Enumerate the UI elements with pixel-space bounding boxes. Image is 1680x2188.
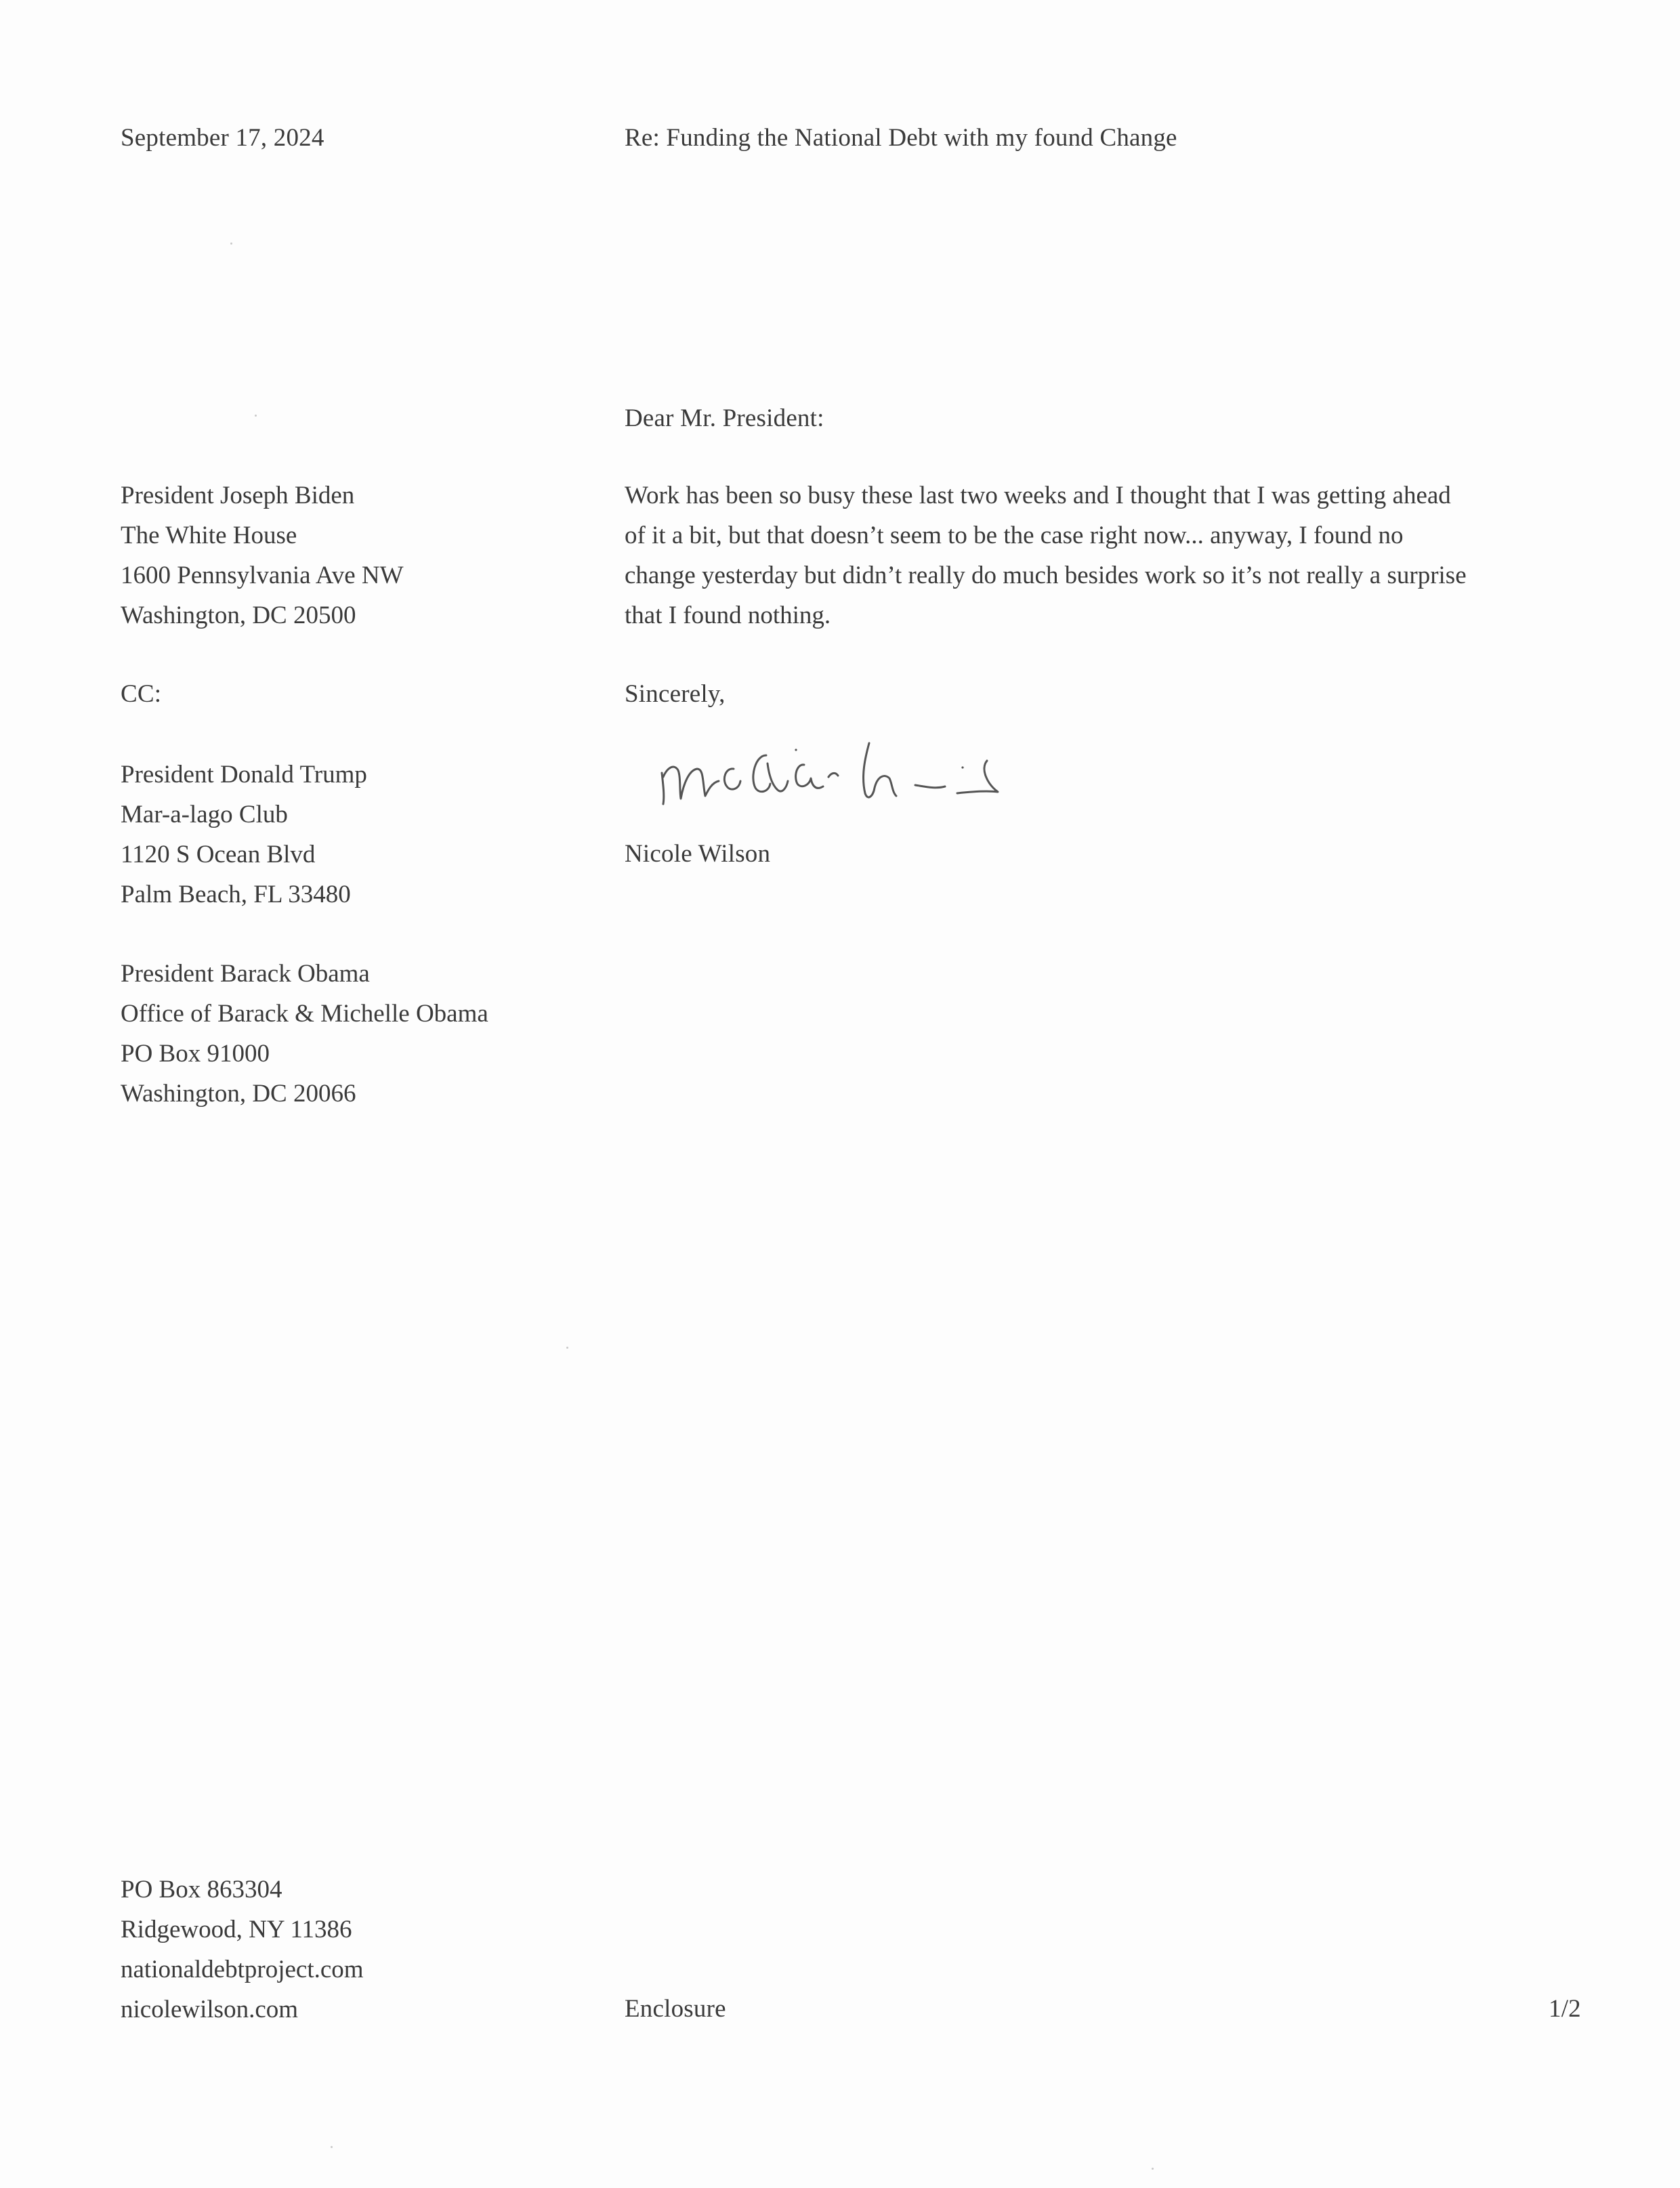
body-line: that I found nothing. bbox=[625, 602, 831, 629]
address-line: 1120 S Ocean Blvd bbox=[121, 841, 316, 868]
address-line: President Joseph Biden bbox=[121, 482, 355, 509]
paper-speck bbox=[230, 243, 232, 245]
sender-website-link[interactable]: nicolewilson.com bbox=[121, 1996, 299, 2023]
sender-line: PO Box 863304 bbox=[121, 1876, 282, 1903]
address-line: President Barack Obama bbox=[121, 960, 370, 988]
address-line: President Donald Trump bbox=[121, 761, 367, 788]
body-paragraph bbox=[625, 476, 1587, 635]
letter-date: September 17, 2024 bbox=[121, 124, 324, 152]
address-line: Washington, DC 20066 bbox=[121, 1080, 356, 1108]
cc-address-2 bbox=[121, 954, 488, 1114]
address-line: 1600 Pennsylvania Ave NW bbox=[121, 562, 404, 589]
paper-speck bbox=[331, 2146, 333, 2148]
body-line: Work has been so busy these last two weeks and I thought that I was getting ahead bbox=[625, 482, 1451, 509]
cc-address-1 bbox=[121, 755, 367, 914]
signer-name: Nicole Wilson bbox=[625, 840, 771, 868]
sender-line: Ridgewood, NY 11386 bbox=[121, 1916, 352, 1943]
body-line: of it a bit, but that doesn’t seem to be the case right now... anyway, I found no bbox=[625, 522, 1404, 549]
page-number: 1/2 bbox=[1549, 1995, 1581, 2023]
body-line: change yesterday but didn’t really do much besides work so it’s not really a surprise bbox=[625, 562, 1467, 589]
sender-website-link[interactable]: nationaldebtproject.com bbox=[121, 1956, 364, 1983]
subject-line: Re: Funding the National Debt with my found Change bbox=[625, 124, 1177, 152]
salutation: Dear Mr. President: bbox=[625, 404, 824, 432]
paper-speck bbox=[1152, 2168, 1154, 2170]
address-line: Office of Barack & Michelle Obama bbox=[121, 1000, 488, 1028]
address-line: Mar-a-lago Club bbox=[121, 801, 288, 828]
paper-speck bbox=[255, 415, 257, 417]
paper-speck bbox=[566, 1347, 568, 1349]
address-line: Palm Beach, FL 33480 bbox=[121, 881, 351, 908]
address-line: PO Box 91000 bbox=[121, 1040, 270, 1068]
enclosure-note: Enclosure bbox=[625, 1995, 726, 2023]
recipient-address-primary bbox=[121, 476, 404, 635]
handwritten-signature bbox=[654, 728, 1006, 809]
closing: Sincerely, bbox=[625, 680, 726, 708]
address-line: The White House bbox=[121, 522, 297, 549]
address-line: Washington, DC 20500 bbox=[121, 602, 356, 629]
cc-label: CC: bbox=[121, 680, 162, 708]
sender-address bbox=[121, 1870, 364, 2029]
